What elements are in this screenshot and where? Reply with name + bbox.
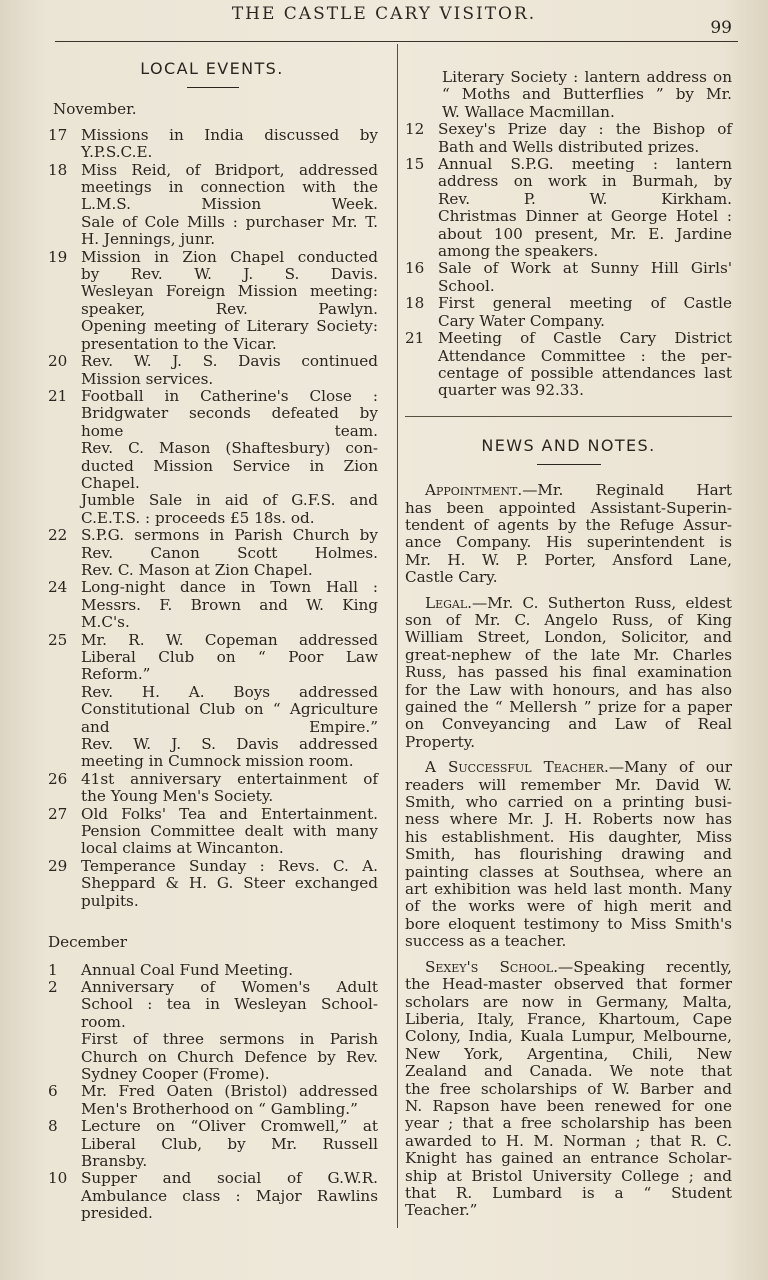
event-day	[48, 249, 378, 353]
header-rule	[55, 41, 738, 42]
text-line: S.P.G. sermons in Parish Church by	[81, 526, 378, 545]
news-paragraph	[405, 759, 732, 950]
text-line: Rev. W. J. S. Davis continued	[81, 352, 378, 371]
text-line: Rev. H. A. Boys addressed	[81, 682, 378, 701]
day-number: 1	[48, 960, 58, 979]
event-day	[48, 1170, 378, 1222]
text-line: his establishment. His daughter, Miss	[405, 827, 732, 846]
day-number: 29	[48, 856, 68, 875]
text-line: Smith, has flourishing drawing and	[405, 845, 732, 864]
text-line: year ; that a free scholarship has been	[405, 1114, 732, 1133]
text-line: room.	[81, 1012, 126, 1031]
event-text	[81, 353, 378, 388]
event-text	[438, 121, 732, 156]
event-text	[81, 858, 378, 910]
text-line: readers will remember Mr. David W.	[405, 775, 732, 794]
event-text	[81, 527, 378, 579]
text-line: M.C's.	[81, 613, 130, 632]
section-divider	[405, 416, 732, 417]
text-line: scholars are now in Germany, Malta,	[405, 992, 732, 1011]
event-day	[48, 632, 378, 771]
day-number: 21	[405, 329, 425, 348]
heading-rule	[537, 464, 601, 465]
text-line: Men's Brotherhood on “ Gambling.”	[81, 1099, 358, 1118]
text-line: ness where Mr. J. H. Roberts now has	[405, 810, 732, 829]
text-line: Long-night dance in Town Hall :	[81, 578, 378, 597]
text-line: the Young Men's Society.	[81, 787, 274, 806]
left-column	[48, 60, 378, 1223]
month-label-november: November.	[53, 100, 137, 119]
text-line: ducted Mission Service in Zion	[81, 456, 378, 475]
text-line: gained the “ Mellersh ” prize for a paper	[405, 698, 732, 716]
text-line: Sale of Cole Mills : purchaser Mr. T.	[81, 212, 378, 231]
text-line: address on work in Burmah, by	[438, 172, 732, 191]
event-text	[81, 127, 378, 162]
text-line: Church on Church Defence by Rev.	[81, 1047, 378, 1066]
text-line: Mr. R. W. Copeman addressed	[81, 630, 378, 649]
text-line: the Head-master observed that former	[405, 975, 732, 994]
text-line	[405, 482, 732, 499]
text-line: great-nephew of the late Mr. Charles	[405, 645, 732, 664]
event-day	[48, 162, 378, 249]
december-events	[48, 962, 378, 1223]
text-line: meeting in Cumnock mission room.	[81, 752, 354, 771]
text-line: Castle Cary.	[405, 568, 498, 587]
text-line: Mr. H. W. P. Porter, Ansford Lane,	[405, 550, 732, 569]
text-line: quarter was 92.33.	[438, 381, 584, 400]
text-line: N. Rapson have been renewed for one	[405, 1096, 732, 1115]
event-text	[81, 1170, 378, 1222]
text-line: Mission services.	[81, 369, 214, 388]
text-line: centage of possible attendances last	[438, 363, 732, 382]
event-day	[48, 858, 378, 910]
text-line: Sheppard & H. G. Steer exchanged	[81, 874, 378, 893]
paragraph-text: —Speaking recently,	[558, 957, 732, 976]
text-line: First general meeting of Castle	[438, 294, 732, 313]
text-line: Sydney Cooper (Frome).	[81, 1064, 270, 1083]
event-text	[438, 260, 732, 295]
text-line: School : tea in Wesleyan School-	[81, 995, 378, 1014]
text-line: Rev. P. W. Kirkham.	[438, 189, 732, 208]
text-line: Mission in Zion Chapel conducted	[81, 247, 378, 266]
event-text	[81, 388, 378, 527]
december-events-continued	[405, 121, 732, 400]
text-line: presentation to the Vicar.	[81, 334, 277, 353]
event-text	[438, 330, 732, 400]
day-number: 6	[48, 1082, 58, 1101]
column-divider	[397, 44, 398, 1228]
event-text	[438, 295, 732, 330]
event-text	[81, 1083, 378, 1118]
text-line	[405, 759, 732, 776]
text-line: Missions in India discussed by	[81, 125, 378, 144]
text-line: School.	[438, 276, 495, 295]
text-line: Bransby.	[81, 1151, 148, 1170]
text-line: Opening meeting of Literary Society:	[81, 317, 378, 336]
event-day	[405, 156, 732, 260]
text-line: Supper and social of G.W.R.	[81, 1169, 378, 1188]
text-line: and Empire.”	[81, 717, 378, 736]
text-line: New York, Argentina, Chili, New	[405, 1044, 732, 1063]
day-number: 16	[405, 259, 425, 278]
paragraph-lead: Legal.	[425, 593, 472, 612]
paragraph-lead: Sexey's School.	[425, 957, 559, 976]
text-line: success as a teacher.	[405, 932, 567, 951]
event-day	[48, 127, 378, 162]
text-line: among the speakers.	[438, 242, 599, 261]
day-number: 12	[405, 120, 425, 139]
day-number: 20	[48, 352, 68, 371]
text-line: presided.	[81, 1204, 153, 1223]
text-line: L.M.S. Mission Week.	[81, 195, 378, 214]
news-paragraphs	[405, 482, 732, 1220]
text-line: Old Folks' Tea and Entertainment.	[81, 804, 378, 823]
text-line: Christmas Dinner at George Hotel :	[438, 207, 732, 226]
text-line: has been appointed Assistant-Superin-	[405, 498, 732, 517]
day-number: 18	[405, 294, 425, 313]
text-line: for the Law with honours, and has also	[405, 680, 732, 699]
event-text	[81, 979, 378, 1083]
text-line: Pension Committee dealt with many	[81, 822, 378, 841]
text-line: Rev. C. Mason (Shaftesbury) con-	[81, 439, 378, 458]
text-line: Annual Coal Fund Meeting.	[81, 960, 294, 979]
day-number: 10	[48, 1169, 68, 1188]
text-line: “ Moths and Butterflies ” by Mr.	[442, 85, 732, 104]
text-line: Teacher.”	[405, 1201, 478, 1220]
text-line: tendent of agents by the Refuge Assur-	[405, 515, 732, 534]
text-line: bore eloquent testimony to Miss Smith's	[405, 914, 732, 933]
event-text	[438, 156, 732, 260]
day-number: 18	[48, 160, 68, 179]
text-line: Liberia, Italy, France, Khartoum, Cape	[405, 1009, 732, 1028]
text-line: the free scholarships of W. Barber and	[405, 1079, 732, 1098]
text-line: Annual S.P.G. meeting : lantern	[438, 155, 732, 174]
november-events	[48, 127, 378, 910]
news-and-notes-heading: NEWS AND NOTES.	[481, 435, 656, 455]
text-line: Y.P.S.C.E.	[81, 143, 153, 162]
text-line: William Street, London, Solicitor, and	[405, 628, 732, 647]
text-line: about 100 present, Mr. E. Jardine	[438, 224, 732, 243]
text-line: Smith, who carried on a printing busi-	[405, 793, 732, 812]
text-line: pulpits.	[81, 891, 139, 910]
text-line: Zealand and Canada. We note that	[405, 1062, 732, 1081]
heading-rule	[187, 87, 239, 88]
event-day	[405, 330, 732, 400]
text-line: ance Company. His superintendent is	[405, 533, 732, 552]
text-line: Chapel.	[81, 473, 140, 492]
text-line: Bath and Wells distributed prizes.	[438, 137, 700, 156]
event-day	[405, 260, 732, 295]
news-paragraph	[405, 482, 732, 586]
text-line: Knight has gained an entrance Scholar-	[405, 1149, 732, 1168]
day-number: 15	[405, 155, 425, 174]
event-text	[81, 806, 378, 858]
event-day	[48, 1118, 378, 1170]
text-line: C.E.T.S. : proceeds £5 18s. od.	[81, 508, 315, 527]
event-text	[81, 162, 378, 249]
text-line: meetings in connection with the	[81, 178, 378, 197]
event-text	[81, 632, 378, 771]
text-line: Reform.”	[81, 665, 151, 684]
event-text	[81, 1118, 378, 1170]
paragraph-lead: A Successful Teacher.	[425, 758, 609, 777]
event-day	[48, 979, 378, 1083]
text-line: H. Jennings, junr.	[81, 230, 216, 249]
text-line: Constitutional Club on “ Agriculture	[81, 700, 378, 719]
event-day	[48, 806, 378, 858]
text-line: Sexey's Prize day : the Bishop of	[438, 120, 732, 139]
event-day	[48, 388, 378, 527]
text-line: Rev. Canon Scott Holmes.	[81, 543, 378, 562]
page-number: 99	[710, 18, 732, 38]
text-line: Miss Reid, of Bridport, addressed	[81, 160, 378, 179]
text-line: Liberal Club on “ Poor Law	[81, 648, 378, 666]
text-line: home team.	[81, 421, 378, 440]
text-line: ship at Bristol University College ; and	[405, 1166, 732, 1185]
text-line: Bridgwater seconds defeated by	[81, 404, 378, 423]
text-line: Jumble Sale in aid of G.F.S. and	[81, 491, 378, 510]
event-day	[48, 579, 378, 631]
month-label-december: December	[48, 933, 128, 952]
text-line: Anniversary of Women's Adult	[81, 977, 378, 996]
text-line: Meeting of Castle Cary District	[438, 329, 732, 348]
text-line: speaker, Rev. Pawlyn.	[81, 299, 378, 318]
event-text	[81, 579, 378, 631]
paragraph-text: —Mr. Reginald Hart	[522, 481, 732, 500]
day-number: 26	[48, 769, 68, 788]
text-line: Property.	[405, 732, 476, 751]
event-day	[48, 353, 378, 388]
text-line: Rev. C. Mason at Zion Chapel.	[81, 560, 313, 579]
text-line: that R. Lumbard is a “ Student	[405, 1183, 732, 1202]
event-text	[81, 962, 378, 979]
event-day	[405, 121, 732, 156]
text-line: Liberal Club, by Mr. Russell	[81, 1134, 378, 1153]
paragraph-text: —Mr. C. Sutherton Russ, eldest	[471, 593, 732, 612]
text-line: awarded to H. M. Norman ; that R. C.	[405, 1131, 732, 1150]
text-line: Lecture on “Oliver Cromwell,” at	[81, 1117, 378, 1136]
text-line: art exhibition was held last month. Many	[405, 880, 732, 899]
day-number: 24	[48, 578, 68, 597]
event-day	[405, 295, 732, 330]
text-line	[405, 595, 732, 612]
text-line	[405, 959, 732, 976]
text-line: son of Mr. C. Angelo Russ, of King	[405, 610, 732, 629]
text-line: Wesleyan Foreign Mission meeting:	[81, 282, 378, 301]
news-paragraph	[405, 595, 732, 752]
day-number: 2	[48, 977, 58, 996]
event-text	[81, 249, 378, 353]
event-text	[81, 771, 378, 806]
day-number: 17	[48, 125, 68, 144]
text-line: Football in Catherine's Close :	[81, 386, 378, 405]
text-line: by Rev. W. J. S. Davis.	[81, 265, 378, 284]
day-number: 27	[48, 804, 68, 823]
text-line: Colony, India, Kuala Lumpur, Melbourne,	[405, 1027, 732, 1046]
news-paragraph	[405, 959, 732, 1220]
day-number: 8	[48, 1117, 58, 1136]
text-line: First of three sermons in Parish	[81, 1030, 378, 1049]
text-line: Russ, has passed his final examination	[405, 663, 732, 682]
text-line: 41st anniversary entertainment of	[81, 769, 378, 788]
text-line: Cary Water Company.	[438, 311, 605, 330]
text-line: Rev. W. J. S. Davis addressed	[81, 735, 378, 754]
continued-entry	[442, 69, 732, 121]
text-line: local claims at Wincanton.	[81, 839, 284, 858]
text-line: Literary Society : lantern address on	[442, 68, 732, 86]
paragraph-lead: Appointment.	[425, 481, 523, 500]
text-line: Ambulance class : Major Rawlins	[81, 1186, 378, 1205]
paragraph-text: —Many of our	[608, 758, 733, 777]
text-line: painting classes at Southsea, where an	[405, 862, 732, 881]
text-line: of the works were of high merit and	[405, 897, 732, 916]
day-number: 22	[48, 526, 68, 545]
event-day	[48, 527, 378, 579]
text-line: Sale of Work at Sunny Hill Girls'	[438, 259, 732, 278]
event-day	[48, 771, 378, 806]
day-number: 21	[48, 386, 68, 405]
running-head-title: THE CASTLE CARY VISITOR.	[231, 4, 537, 24]
text-line: Temperance Sunday : Revs. C. A.	[81, 856, 378, 875]
day-number: 19	[48, 247, 68, 266]
text-line: Mr. Fred Oaten (Bristol) addressed	[81, 1082, 378, 1101]
local-events-heading: LOCAL EVENTS.	[140, 59, 284, 78]
text-line: Messrs. F. Brown and W. King	[81, 595, 378, 614]
text-line: Attendance Committee : the per-	[438, 346, 732, 365]
day-number: 25	[48, 630, 68, 649]
text-line: W. Wallace Macmillan.	[442, 102, 615, 121]
event-day	[48, 1083, 378, 1118]
event-day	[48, 962, 378, 979]
text-line: on Conveyancing and Law of Real	[405, 715, 732, 734]
right-column	[405, 69, 732, 1228]
